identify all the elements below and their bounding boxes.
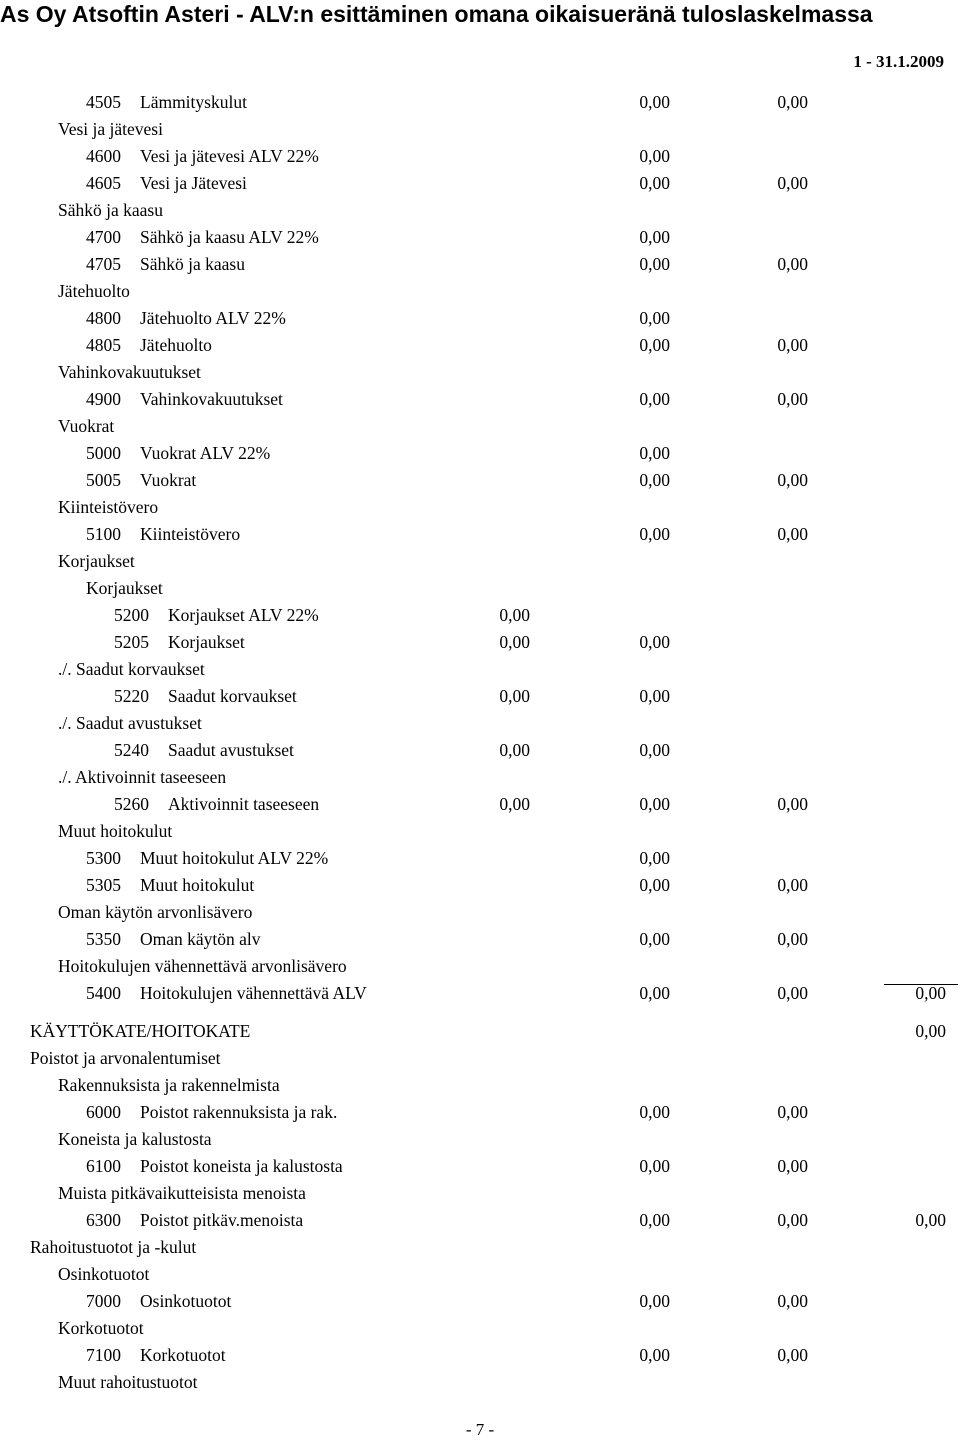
amount-c2: 0,00 [639,632,670,652]
group-heading: KÄYTTÖKATE/HOITOKATE [30,1021,251,1041]
report-row [0,359,960,386]
report-row [0,656,960,683]
account-label: Hoitokulujen vähennettävä ALV [140,983,367,1003]
report-title: As Oy Atsoftin Asteri - ALV:n esittäminen omana oikaisueränä tuloslaskelmassa [0,1,873,27]
amount-c2: 0,00 [639,470,670,490]
account-number: 7000 [86,1291,121,1311]
account-label: Sähkö ja kaasu [140,254,245,274]
amount-c1: 0,00 [499,686,530,706]
amount-c3: 0,00 [777,389,808,409]
amount-c3: 0,00 [777,524,808,544]
account-number: 4600 [86,146,121,166]
report-row [0,440,960,467]
account-number: 5350 [86,929,121,949]
report-rows [0,89,960,1396]
account-label: Aktivoinnit taseeseen [168,794,320,814]
report-row [0,737,960,764]
group-heading: Vuokrat [58,416,115,436]
report-row [0,89,960,116]
report-row [0,521,960,548]
report-row [0,1180,960,1207]
amount-c3: 0,00 [777,1345,808,1365]
amount-c3: 0,00 [777,794,808,814]
group-heading: Sähkö ja kaasu [58,200,163,220]
group-heading: Vesi ja jätevesi [58,119,163,139]
account-number: 5305 [86,875,121,895]
account-label: Osinkotuotot [140,1291,232,1311]
report-row [0,1315,960,1342]
amount-c4: 0,00 [915,1021,946,1041]
account-number: 4700 [86,227,121,247]
amount-c2: 0,00 [639,1102,670,1122]
account-label: Poistot koneista ja kalustosta [140,1156,343,1176]
amount-c3: 0,00 [777,1156,808,1176]
account-label: Vuokrat ALV 22% [140,443,271,463]
report-row [0,332,960,359]
group-heading: Vahinkovakuutukset [58,362,201,382]
account-number: 5100 [86,524,121,544]
group-heading: Koneista ja kalustosta [58,1129,212,1149]
report-row [0,548,960,575]
account-label: Vuokrat [140,470,197,490]
report-row [0,575,960,602]
amount-c2: 0,00 [639,227,670,247]
report-period: 1 - 31.1.2009 [853,52,944,71]
amount-c3: 0,00 [777,1102,808,1122]
account-number: 6300 [86,1210,121,1230]
amount-c4: 0,00 [915,983,946,1003]
amount-c2: 0,00 [639,1345,670,1365]
group-heading: Rakennuksista ja rakennelmista [58,1075,280,1095]
account-number: 5005 [86,470,121,490]
report-row [0,143,960,170]
group-heading: Poistot ja arvonalentumiset [30,1048,221,1068]
report-row [0,1126,960,1153]
group-heading: Korjaukset [86,578,163,598]
report-row [0,1018,960,1045]
account-number: 4900 [86,389,121,409]
amount-c3: 0,00 [777,92,808,112]
amount-c1: 0,00 [499,605,530,625]
account-number: 4800 [86,308,121,328]
group-heading: Muut hoitokulut [58,821,173,841]
report-row [0,710,960,737]
account-number: 4605 [86,173,121,193]
account-label: Oman käytön alv [140,929,261,949]
group-heading: Jätehuolto [58,281,130,301]
amount-c2: 0,00 [639,848,670,868]
report-row [0,845,960,872]
account-label: Muut hoitokulut [140,875,255,895]
account-number: 5260 [114,794,149,814]
group-heading: Muut rahoitustuotot [58,1372,198,1392]
amount-c3: 0,00 [777,335,808,355]
account-number: 5300 [86,848,121,868]
amount-c3: 0,00 [777,254,808,274]
account-number: 5220 [114,686,149,706]
account-label: Saadut avustukset [168,740,294,760]
account-label: Poistot rakennuksista ja rak. [140,1102,338,1122]
report-row [0,224,960,251]
page-number: - 7 - [465,1420,495,1439]
account-label: Muut hoitokulut ALV 22% [140,848,329,868]
amount-c2: 0,00 [639,254,670,274]
report-row [0,1288,960,1315]
report-row [0,602,960,629]
account-number: 4705 [86,254,121,274]
amount-c2: 0,00 [639,875,670,895]
amount-c2: 0,00 [639,146,670,166]
amount-c2: 0,00 [639,1156,670,1176]
amount-c2: 0,00 [639,983,670,1003]
group-heading: Osinkotuotot [58,1264,150,1284]
amount-c1: 0,00 [499,794,530,814]
group-heading: Kiinteistövero [58,497,159,517]
amount-c2: 0,00 [639,929,670,949]
group-heading: ./. Aktivoinnit taseeseen [58,767,227,787]
account-number: 5240 [114,740,149,760]
account-label: Korjaukset ALV 22% [168,605,319,625]
report-row [0,899,960,926]
amount-c2: 0,00 [639,1291,670,1311]
report-row [0,467,960,494]
report-row [0,413,960,440]
report-row [0,1099,960,1126]
account-label: Kiinteistövero [140,524,241,544]
amount-c2: 0,00 [639,335,670,355]
account-number: 6000 [86,1102,121,1122]
report-row [0,116,960,143]
account-number: 4805 [86,335,121,355]
report-row [0,197,960,224]
amount-c3: 0,00 [777,929,808,949]
amount-c2: 0,00 [639,524,670,544]
account-label: Korkotuotot [140,1345,226,1365]
amount-c2: 0,00 [639,173,670,193]
report-row [0,926,960,953]
report-row [0,1369,960,1396]
amount-c4: 0,00 [915,1210,946,1230]
report-row [0,251,960,278]
total-underline [884,984,958,985]
amount-c2: 0,00 [639,740,670,760]
report-row [0,170,960,197]
amount-c3: 0,00 [777,173,808,193]
account-label: Korjaukset [168,632,245,652]
account-label: Saadut korvaukset [168,686,297,706]
account-number: 5205 [114,632,149,652]
account-label: Vahinkovakuutukset [140,389,283,409]
group-heading: Oman käytön arvonlisävero [58,902,253,922]
account-number: 5000 [86,443,121,463]
group-heading: ./. Saadut avustukset [58,713,202,733]
amount-c2: 0,00 [639,308,670,328]
account-number: 4505 [86,92,121,112]
group-heading: Hoitokulujen vähennettävä arvonlisävero [58,956,347,976]
report-row [0,764,960,791]
report-row [0,278,960,305]
report-row [0,1153,960,1180]
report-row [0,980,960,1007]
report-row [0,683,960,710]
report-row [0,1045,960,1072]
amount-c3: 0,00 [777,875,808,895]
amount-c2: 0,00 [639,794,670,814]
group-heading: Rahoitustuotot ja -kulut [30,1237,197,1257]
amount-c2: 0,00 [639,92,670,112]
account-number: 6100 [86,1156,121,1176]
report-row [0,494,960,521]
report-row [0,1207,960,1234]
amount-c1: 0,00 [499,740,530,760]
account-label: Jätehuolto [140,335,212,355]
account-label: Vesi ja Jätevesi [140,173,247,193]
account-label: Vesi ja jätevesi ALV 22% [140,146,319,166]
amount-c2: 0,00 [639,443,670,463]
amount-c2: 0,00 [639,686,670,706]
amount-c3: 0,00 [777,1291,808,1311]
account-number: 5200 [114,605,149,625]
group-heading: Korkotuotot [58,1318,144,1338]
amount-c2: 0,00 [639,389,670,409]
report-row [0,629,960,656]
report-row [0,953,960,980]
amount-c3: 0,00 [777,470,808,490]
report-row [0,1261,960,1288]
amount-c2: 0,00 [639,1210,670,1230]
account-number: 5400 [86,983,121,1003]
account-number: 7100 [86,1345,121,1365]
group-heading: ./. Saadut korvaukset [58,659,205,679]
account-label: Lämmityskulut [140,92,247,112]
group-heading: Muista pitkävaikutteisista menoista [58,1183,306,1203]
account-label: Sähkö ja kaasu ALV 22% [140,227,319,247]
report-row [0,1072,960,1099]
amount-c3: 0,00 [777,983,808,1003]
report-row [0,872,960,899]
report-row [0,791,960,818]
report-row [0,1234,960,1261]
report-row [0,386,960,413]
group-heading: Korjaukset [58,551,135,571]
report-row [0,1342,960,1369]
amount-c3: 0,00 [777,1210,808,1230]
account-label: Jätehuolto ALV 22% [140,308,286,328]
report-row [0,305,960,332]
report-row [0,818,960,845]
amount-c1: 0,00 [499,632,530,652]
account-label: Poistot pitkäv.menoista [140,1210,304,1230]
